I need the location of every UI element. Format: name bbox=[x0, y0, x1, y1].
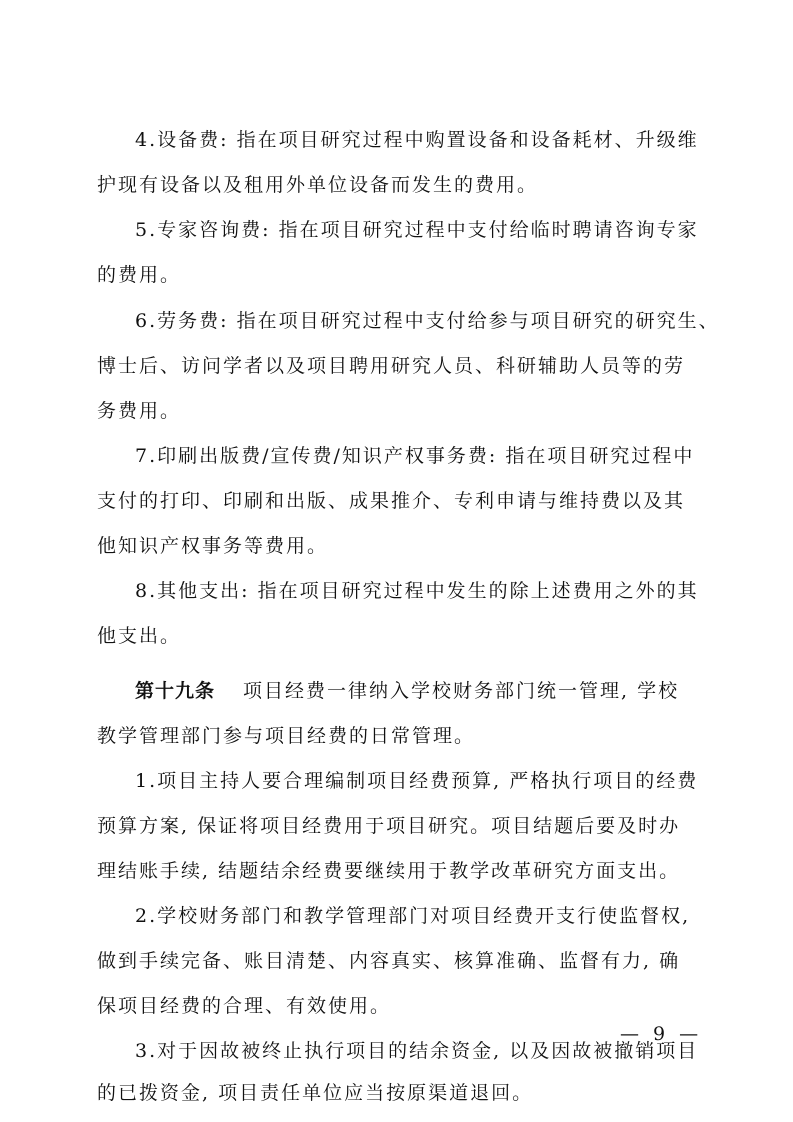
article-19-line-2: 教学管理部门参与项目经费的日常管理。 bbox=[97, 725, 476, 747]
item-6-line-2: 博士后、访问学者以及项目聘用研究人员、科研辅助人员等的劳 bbox=[97, 355, 686, 377]
article-item-1-line-1: 1.项目主持人要合理编制项目经费预算, 严格执行项目的经费 bbox=[135, 770, 699, 792]
article-19-line-1 bbox=[135, 678, 679, 704]
item-8-line-2: 他支出。 bbox=[97, 625, 182, 647]
article-item-1-line-3: 理结账手续, 结题结余经费要继续用于教学改革研究方面支出。 bbox=[97, 860, 681, 882]
article-item-3-line-2: 的已拨资金, 项目责任单位应当按原渠道退回。 bbox=[97, 1082, 534, 1104]
item-4-line-2: 护现有设备以及租用外单位设备而发生的费用。 bbox=[97, 174, 539, 196]
item-5-line-1: 5.专家咨询费: 指在项目研究过程中支付给临时聘请咨询专家 bbox=[135, 219, 699, 241]
article-title: 第十九条 bbox=[135, 680, 216, 702]
item-6-line-1: 6.劳务费: 指在项目研究过程中支付给参与项目研究的研究生、 bbox=[135, 310, 720, 332]
item-7-line-1: 7.印刷出版费/宣传费/知识产权事务费: 指在项目研究过程中 bbox=[135, 445, 695, 467]
article-item-3-line-1: 3.对于因故被终止执行项目的结余资金, 以及因故被撤销项目 bbox=[135, 1040, 699, 1062]
article-item-2-line-2: 做到手续完备、账目清楚、内容真实、核算准确、监督有力, 确 bbox=[97, 950, 681, 972]
item-8-line-1: 8.其他支出: 指在项目研究过程中发生的除上述费用之外的其 bbox=[135, 580, 699, 602]
item-7-line-2: 支付的打印、印刷和出版、成果推介、专利申请与维持费以及其 bbox=[97, 490, 686, 512]
article-19-text: 项目经费一律纳入学校财务部门统一管理, 学校 bbox=[243, 680, 680, 702]
article-item-2-line-1: 2.学校财务部门和教学管理部门对项目经费开支行使监督权, bbox=[135, 905, 691, 927]
item-5-line-2: 的费用。 bbox=[97, 264, 182, 286]
page-number: — 9 — bbox=[620, 1023, 703, 1045]
article-item-2-line-3: 保项目经费的合理、有效使用。 bbox=[97, 995, 392, 1017]
item-4-line-1: 4.设备费: 指在项目研究过程中购置设备和设备耗材、升级维 bbox=[135, 129, 699, 151]
item-7-line-3: 他知识产权事务等费用。 bbox=[97, 535, 329, 557]
item-6-line-3: 务费用。 bbox=[97, 400, 182, 422]
article-item-1-line-2: 预算方案, 保证将项目经费用于项目研究。项目结题后要及时办 bbox=[97, 815, 681, 837]
